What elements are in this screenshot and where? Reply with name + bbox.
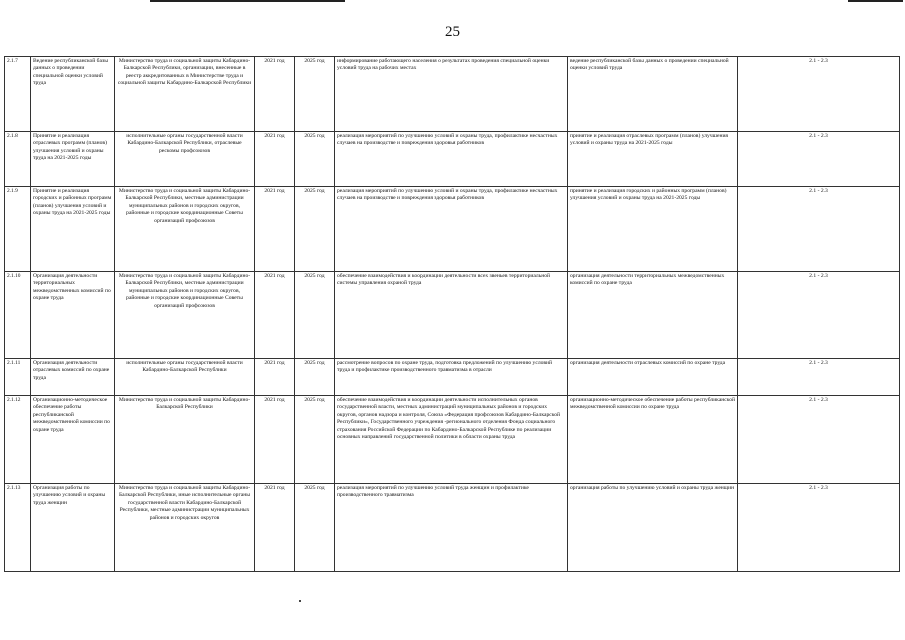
measure-content: информирование работающего населения о результатах проведения специальной оценки условий труда на рабочих местах xyxy=(335,57,568,132)
measure-name: Организационно-методическое обеспечение работы республиканской межведомственной комиссии по охране труда xyxy=(31,396,115,484)
indicator-link: 2.1 - 2.3 xyxy=(738,132,900,187)
expected-result: принятие и реализация городских и районных программ (планов) улучшения условий и охраны труда на 2021-2025 годы xyxy=(568,187,738,272)
measure-content: реализация мероприятий по улучшению условий труда женщин и профилактике производственного травматизма xyxy=(335,484,568,572)
table-row xyxy=(5,359,900,396)
end-year: 2025 год xyxy=(295,272,335,359)
scan-speck xyxy=(299,600,301,602)
end-year: 2025 год xyxy=(295,484,335,572)
start-year: 2021 год xyxy=(255,272,295,359)
scan-artifact-top-right xyxy=(848,0,903,2)
page-number: 25 xyxy=(445,24,460,40)
end-year: 2025 год xyxy=(295,187,335,272)
indicator-link: 2.1 - 2.3 xyxy=(738,359,900,396)
measures-table xyxy=(4,56,900,572)
responsible-executor: Министерство труда и социальной защиты Кабардино-Балкарской Республики, иные исполнительные органы государственной власти Кабардино-Балкарской Республики, местные администрации муниципальных районов и городских округов xyxy=(115,484,255,572)
start-year: 2021 год xyxy=(255,396,295,484)
responsible-executor: Министерство труда и социальной защиты Кабардино-Балкарской Республики, местные администрации муниципальных районов и городских округов, районные и городские координационные Советы организаций профсоюзов xyxy=(115,272,255,359)
row-number: 2.1.10 xyxy=(5,272,31,359)
table-row xyxy=(5,272,900,359)
measure-name: Организация деятельности отраслевых комиссий по охране труда xyxy=(31,359,115,396)
indicator-link: 2.1 - 2.3 xyxy=(738,272,900,359)
start-year: 2021 год xyxy=(255,132,295,187)
responsible-executor: Министерство труда и социальной защиты Кабардино-Балкарской Республики xyxy=(115,396,255,484)
row-number: 2.1.13 xyxy=(5,484,31,572)
table-row xyxy=(5,57,900,132)
row-number: 2.1.7 xyxy=(5,57,31,132)
measure-name: Организация работы по улучшению условий и охраны труда женщин xyxy=(31,484,115,572)
end-year: 2025 год xyxy=(295,57,335,132)
table-row xyxy=(5,396,900,484)
expected-result: организация деятельности отраслевых комиссий по охране труда xyxy=(568,359,738,396)
table-row xyxy=(5,187,900,272)
indicator-link: 2.1 - 2.3 xyxy=(738,396,900,484)
responsible-executor: исполнительные органы государственной власти Кабардино-Балкарской Республики, отраслевые рескомы профсоюзов xyxy=(115,132,255,187)
expected-result: ведение республиканской базы данных о проведении специальной оценки условий труда xyxy=(568,57,738,132)
start-year: 2021 год xyxy=(255,57,295,132)
measure-name: Организация деятельности территориальных межведомственных комиссий по охране труда xyxy=(31,272,115,359)
start-year: 2021 год xyxy=(255,484,295,572)
responsible-executor: исполнительные органы государственной власти Кабардино-Балкарской Республики xyxy=(115,359,255,396)
table-row xyxy=(5,132,900,187)
measure-content: рассмотрение вопросов по охране труда, подготовка предложений по улучшению условий труда и профилактике производственного травматизма в отрасли xyxy=(335,359,568,396)
expected-result: организация деятельности территориальных межведомственных комиссий по охране труда xyxy=(568,272,738,359)
end-year: 2025 год xyxy=(295,132,335,187)
row-number: 2.1.11 xyxy=(5,359,31,396)
measure-name: Ведение республиканской базы данных о проведении специальной оценки условий труда xyxy=(31,57,115,132)
measure-content: обеспечение взаимодействия и координации деятельности исполнительных органов государственной власти, местных администраций муниципальных районов и городских округов, органов надзора и контроля, Союза «Федерация профсоюзов Кабардино-Балкарской Республики», Государственного учреждения -регионального отделения Фонда социального страхования Российской Федерации по Кабардино-Балкарской Республике по реализации основных направлений государственной политики в области охраны труда xyxy=(335,396,568,484)
indicator-link: 2.1 - 2.3 xyxy=(738,57,900,132)
expected-result: организационно-методическое обеспечение работы республиканской межведомственной комиссии по охране труда xyxy=(568,396,738,484)
measure-content: обеспечение взаимодействия и координации деятельности всех звеньев территориальной системы управления охраной труда xyxy=(335,272,568,359)
responsible-executor: Министерство труда и социальной защиты Кабардино-Балкарской Республики, местные администрации муниципальных районов и городских округов, районные и городские координационные Советы организаций профсоюзов xyxy=(115,187,255,272)
expected-result: принятие и реализация отраслевых программ (планов) улучшения условий и охраны труда на 2021-2025 годы xyxy=(568,132,738,187)
measure-name: Принятие и реализация городских и районных программ (планов) улучшения условий и охраны труда на 2021-2025 годы xyxy=(31,187,115,272)
row-number: 2.1.12 xyxy=(5,396,31,484)
measure-content: реализация мероприятий по улучшению условий и охраны труда, профилактике несчастных случаев на производстве и повреждения здоровья работников xyxy=(335,132,568,187)
start-year: 2021 год xyxy=(255,359,295,396)
row-number: 2.1.9 xyxy=(5,187,31,272)
measure-content: реализация мероприятий по улучшению условий и охраны труда, профилактике несчастных случаев на производстве и повреждения здоровья работников xyxy=(335,187,568,272)
indicator-link: 2.1 - 2.3 xyxy=(738,484,900,572)
indicator-link: 2.1 - 2.3 xyxy=(738,187,900,272)
end-year: 2025 год xyxy=(295,359,335,396)
table-row xyxy=(5,484,900,572)
row-number: 2.1.8 xyxy=(5,132,31,187)
expected-result: организация работы по улучшению условий и охраны труда женщин xyxy=(568,484,738,572)
end-year: 2025 год xyxy=(295,396,335,484)
scan-artifact-top-left xyxy=(150,0,345,2)
responsible-executor: Министерство труда и социальной защиты Кабардино-Балкарской Республики, организации, внесенные в реестр аккредитованных в Министерстве труда и социальной защиты Кабардино-Балкарской Республики xyxy=(115,57,255,132)
measure-name: Принятие и реализация отраслевых программ (планов) улучшения условий и охраны труда на 2021-2025 годы xyxy=(31,132,115,187)
start-year: 2021 год xyxy=(255,187,295,272)
